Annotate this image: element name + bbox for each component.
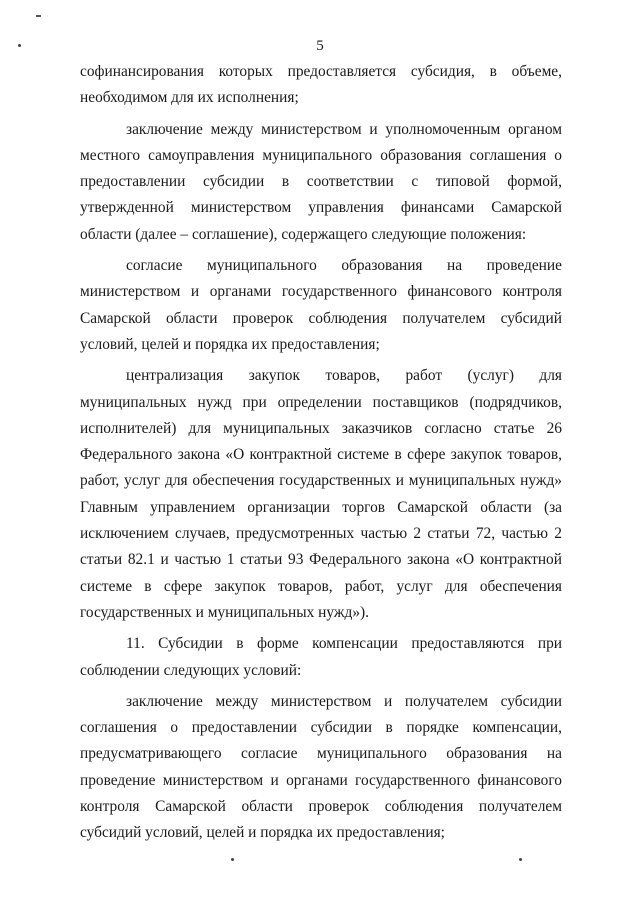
- scan-mark: [36, 15, 41, 17]
- paragraph-consent: согласие муниципального образования на проведение министерством и органами государственного финансового контроля Самарской области проверок соблюдения получателем субсидий условий, целей и порядка их предоставления;: [80, 257, 562, 353]
- paragraph-continuation: софинансирования которых предоставляется субсидия, в объеме, необходимом для их исполнения;: [80, 63, 562, 107]
- paragraph-centralization: централизация закупок товаров, работ (услуг) для муниципальных нужд при определении поставщиков (подрядчиков, исполнителей) для муниципальных заказчиков согласно статье 26 Федерального закона «О контрактной системе в сфере закупок товаров, работ, услуг для обеспечения государственных и муниципальных нужд» Главным управлением организации торгов Самарской области (за исключением случаев, предусмотренных частью 2 статьи 72, частью 2 статьи 82.1 и частью 1 статьи 93 Федерального закона «О контрактной системе в сфере закупок товаров, работ, услуг для обеспечения государственных и муниципальных нужд»).: [80, 367, 562, 621]
- paragraph-section-11: 11. Субсидии в форме компенсации предоставляются при соблюдении следующих условий:: [80, 635, 562, 679]
- scan-dot: [231, 858, 234, 861]
- scan-dot: [519, 858, 522, 861]
- paragraph-agreement: заключение между министерством и уполномоченным органом местного самоуправления муниципального образования соглашения о предоставлении субсидии в соответствии с типовой формой, утвержденной министерством управления финансами Самарской области (далее – соглашение), содержащего следующие положения:: [80, 120, 562, 243]
- paragraph-compensation-agreement: заключение между министерством и получателем субсидии соглашения о предоставлении субсидии в порядке компенсации, предусматривающего согласие муниципального образования на проведение министерством и органами государственного финансового контроля Самарской области проверок соблюдения получателем субсидий условий, целей и порядка их предоставления;: [80, 692, 562, 842]
- page-number: 5: [316, 38, 324, 54]
- document-body: [80, 59, 562, 852]
